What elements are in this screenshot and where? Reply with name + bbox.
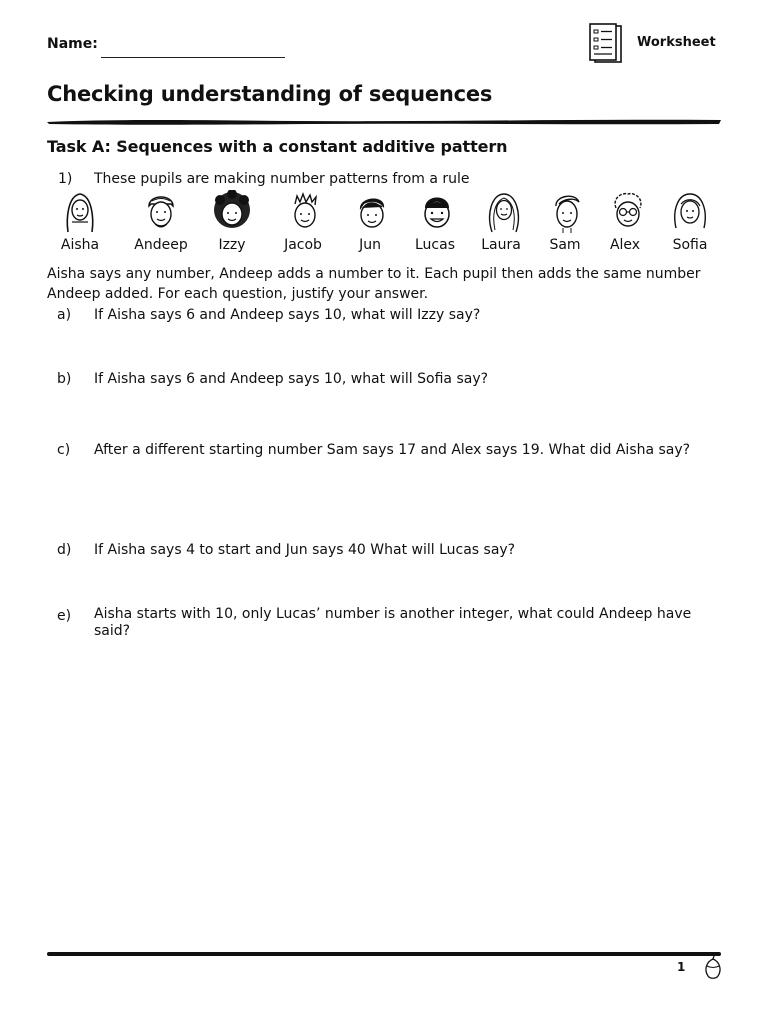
- andeep-face-icon: [139, 190, 183, 234]
- pupil-name-izzy: Izzy: [218, 237, 246, 253]
- question-a-text: If Aisha says 6 and Andeep says 10, what will Izzy say?: [94, 307, 481, 323]
- jacob-face-icon: [283, 190, 327, 234]
- question-d-text: If Aisha says 4 to start and Jun says 40 What will Lucas say?: [94, 542, 516, 558]
- task-a-heading: Task A: Sequences with a constant additive pattern: [47, 137, 508, 156]
- name-input-line[interactable]: [101, 57, 285, 58]
- task-intro-text: Aisha says any number, Andeep adds a number to it. Each pupil then adds the same number Andeep added. For each question, justify your answer.: [47, 266, 701, 302]
- question-a-label: a): [57, 307, 72, 323]
- question-e-text: Aisha starts with 10, only Lucas’ number is another integer, what could Andeep have said?: [94, 606, 692, 639]
- pupil-name-jun: Jun: [359, 237, 381, 253]
- acorn-logo-icon: [702, 956, 724, 982]
- pupil-name-sofia: Sofia: [672, 237, 708, 253]
- pupil-name-sam: Sam: [549, 237, 581, 253]
- name-label: Name:: [47, 36, 98, 52]
- sam-face-icon: [545, 190, 589, 234]
- worksheet-label: Worksheet: [637, 35, 716, 50]
- question-d-label: d): [57, 542, 72, 558]
- question-c-text: After a different starting number Sam says 17 and Alex says 19. What did Aisha say?: [94, 442, 691, 458]
- title-underline-brush: [47, 117, 721, 127]
- page-title: Checking understanding of sequences: [47, 82, 493, 106]
- question-c-label: c): [57, 442, 71, 458]
- worksheet-icon: [586, 22, 630, 66]
- question-b-label: b): [57, 371, 72, 387]
- pupil-name-alex: Alex: [609, 237, 641, 253]
- alex-face-icon: [606, 190, 650, 234]
- sofia-face-icon: [668, 190, 712, 234]
- pupil-name-andeep: Andeep: [134, 237, 188, 253]
- question-1-number: 1): [58, 171, 73, 187]
- question-1-text: These pupils are making number patterns from a rule: [94, 171, 470, 187]
- pupil-name-jacob: Jacob: [284, 237, 322, 253]
- footer-rule: [47, 952, 721, 956]
- laura-face-icon: [482, 190, 526, 234]
- pupil-name-aisha: Aisha: [60, 237, 100, 253]
- izzy-face-icon: [210, 190, 254, 234]
- pupil-name-lucas: Lucas: [415, 237, 455, 253]
- question-e-label: e): [57, 608, 72, 624]
- question-b-text: If Aisha says 6 and Andeep says 10, what will Sofia say?: [94, 371, 489, 387]
- page-number: 1: [677, 960, 686, 974]
- lucas-face-icon: [415, 190, 459, 234]
- aisha-face-icon: [58, 190, 102, 234]
- pupil-name-laura: Laura: [481, 237, 521, 253]
- jun-face-icon: [350, 190, 394, 234]
